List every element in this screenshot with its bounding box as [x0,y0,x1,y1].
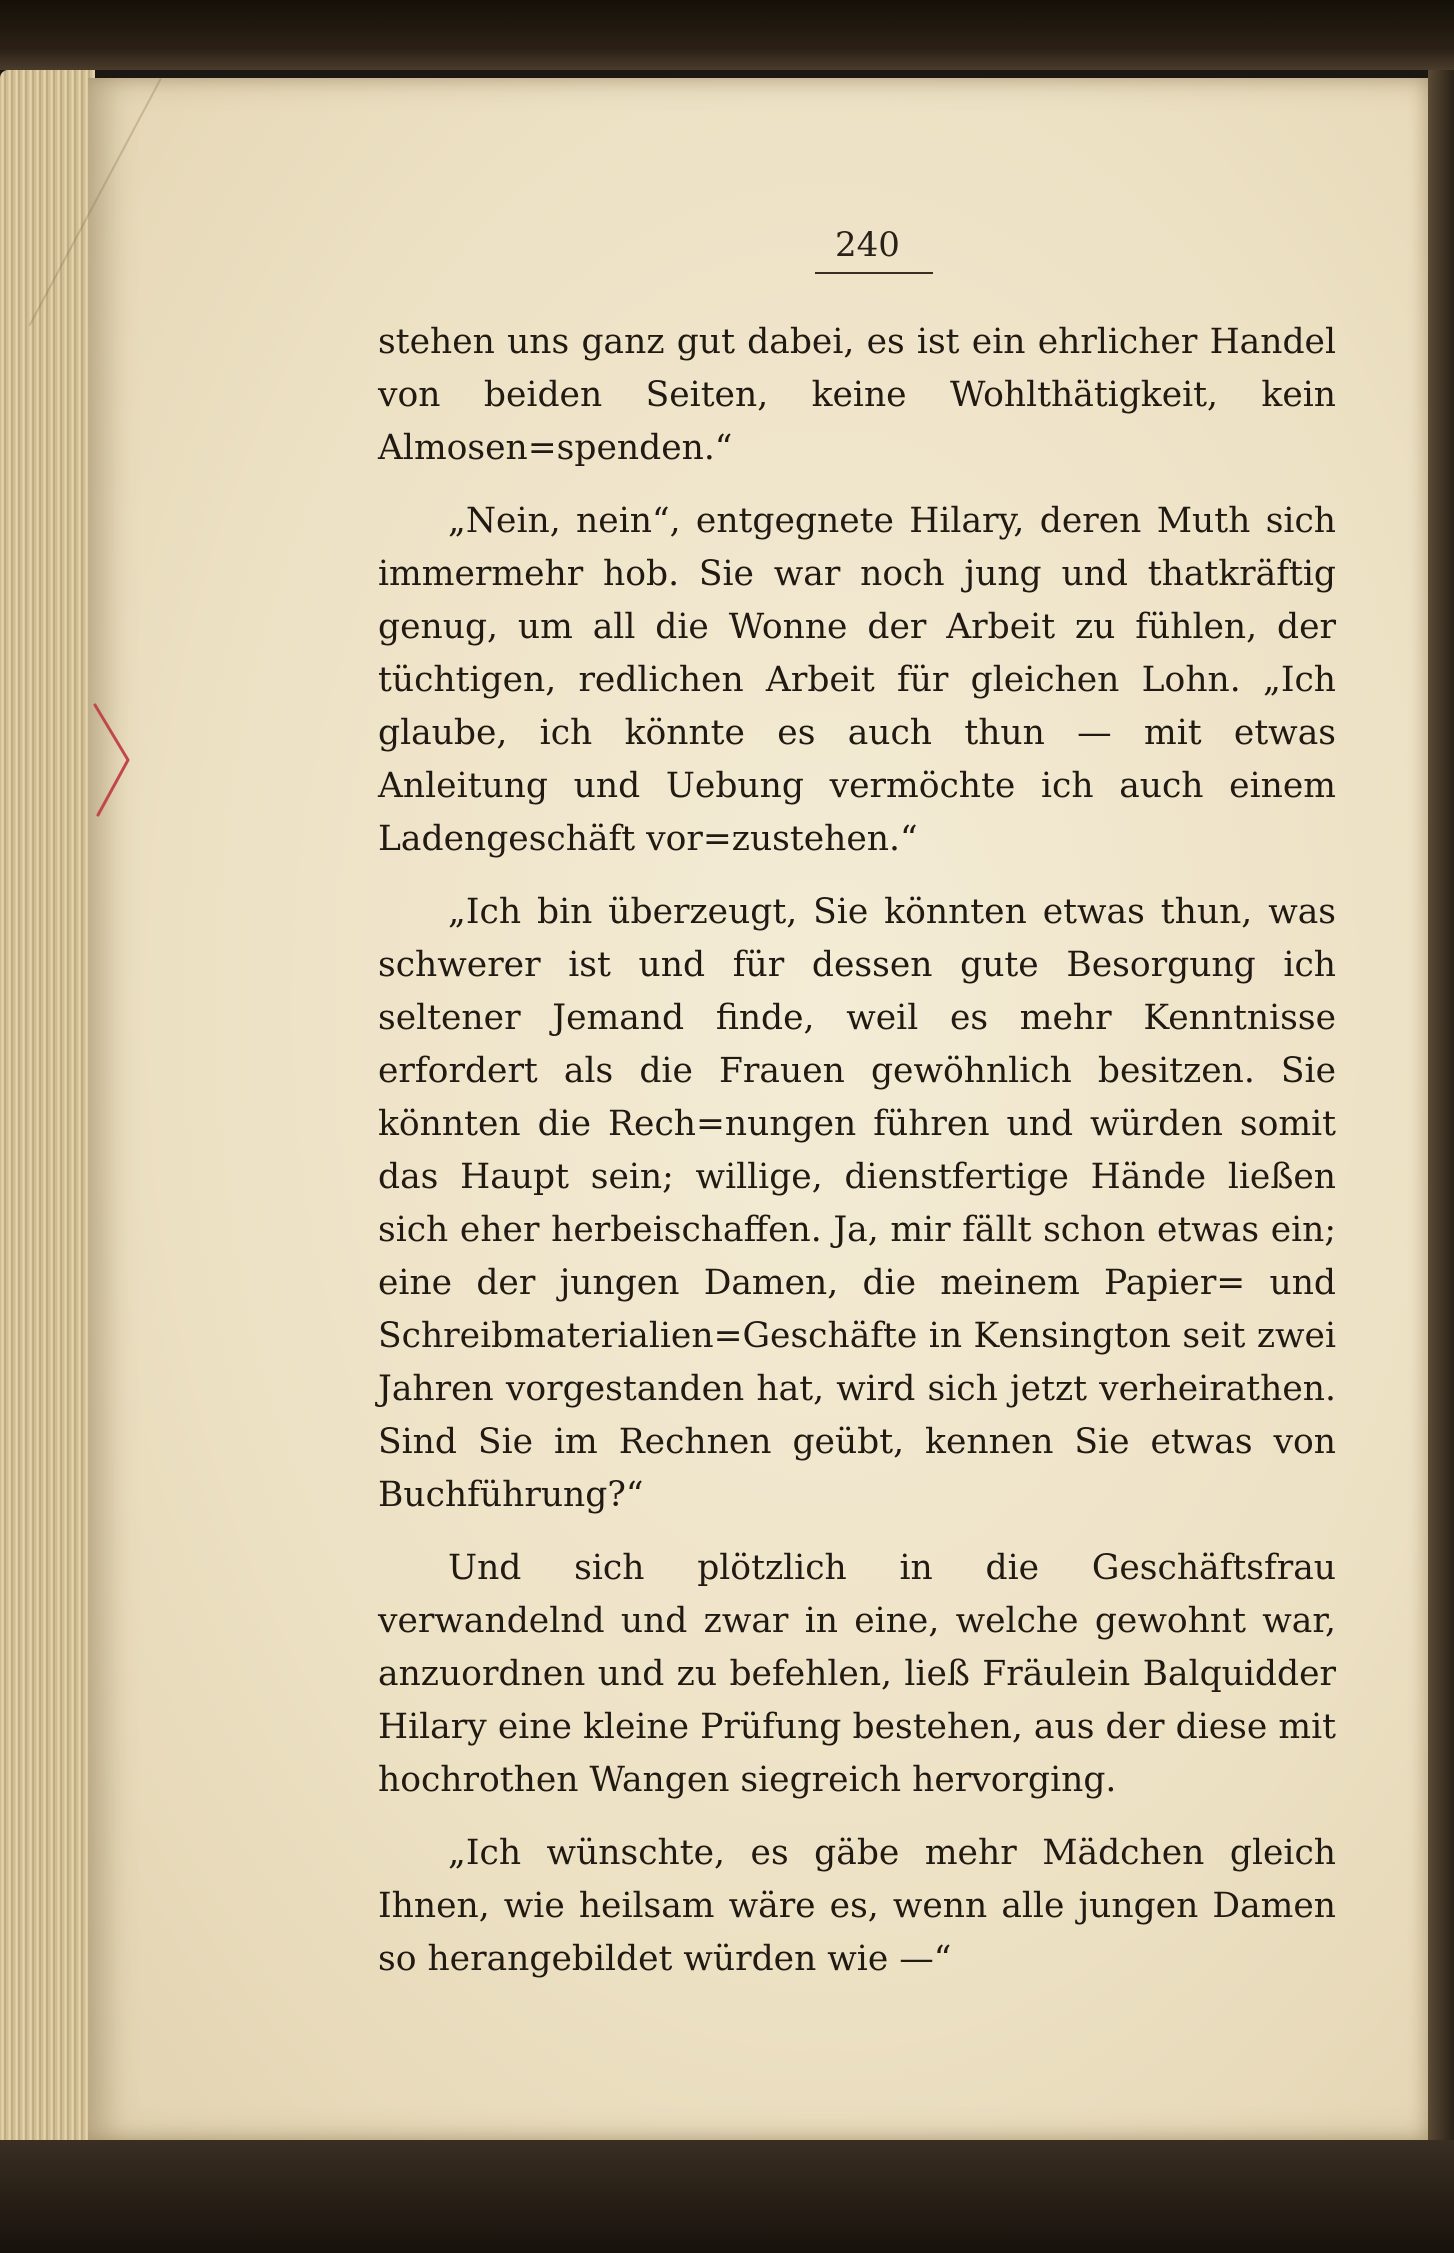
paragraph: „Ich wünschte, es gäbe mehr Mädchen gleich Ihnen, wie heilsam wäre es, wenn alle jungen Damen so herangebildet würden wie —“ [378,1833,1336,1979]
paragraph: „Ich bin überzeugt, Sie könnten etwas thun, was schwerer ist und für dessen gute Besorgung ich seltener Jemand finde, weil es mehr Kenntnisse erfordert als die Frauen gewöhnlich besitzen. Sie könnten die Rech=nungen führen und würden somit das Haupt sein; willige, dienstfertige Hände ließen sich eher herbeischaffen. Ja, mir fällt schon etwas ein; eine der jungen Damen, die meinem Papier= und Schreibmaterialien=Geschäfte in Kensington seit zwei Jahren vorgestanden hat, wird sich jetzt verheirathen. Sind Sie im Rechnen geübt, kennen Sie etwas von Buchführung?“ [378,892,1336,1515]
page-number-rule [815,272,933,274]
book-cover-top [0,0,1454,70]
paragraph: „Nein, nein“, entgegnete Hilary, deren Muth sich immermehr hob. Sie war noch jung und thatkräftig genug, um all die Wonne der Arbeit zu fühlen, der tüchtigen, redlichen Arbeit für gleichen Lohn. „Ich glaube, ich könnte es auch thun — mit etwas Anleitung und Uebung vermöchte ich auch einem Ladengeschäft vor=zustehen.“ [378,501,1336,859]
paragraph: Und sich plötzlich in die Geschäftsfrau verwandelnd und zwar in eine, welche gewohnt war, anzuordnen und zu befehlen, ließ Fräulein Balquidder Hilary eine kleine Prüfung bestehen, aus der diese mit hochrothen Wangen siegreich hervorging. [378,1548,1336,1800]
red-pencil-mark [90,700,135,820]
body-text [378,316,1336,1979]
page-number: 240 [835,225,900,265]
book-cover-right [1428,70,1454,2170]
book-cover-bottom [0,2140,1454,2253]
page-stack-edges [0,70,95,2160]
paragraph: stehen uns ganz gut dabei, es ist ein ehrlicher Handel von beiden Seiten, keine Wohlthätigkeit, kein Almosen=spenden.“ [378,322,1336,468]
